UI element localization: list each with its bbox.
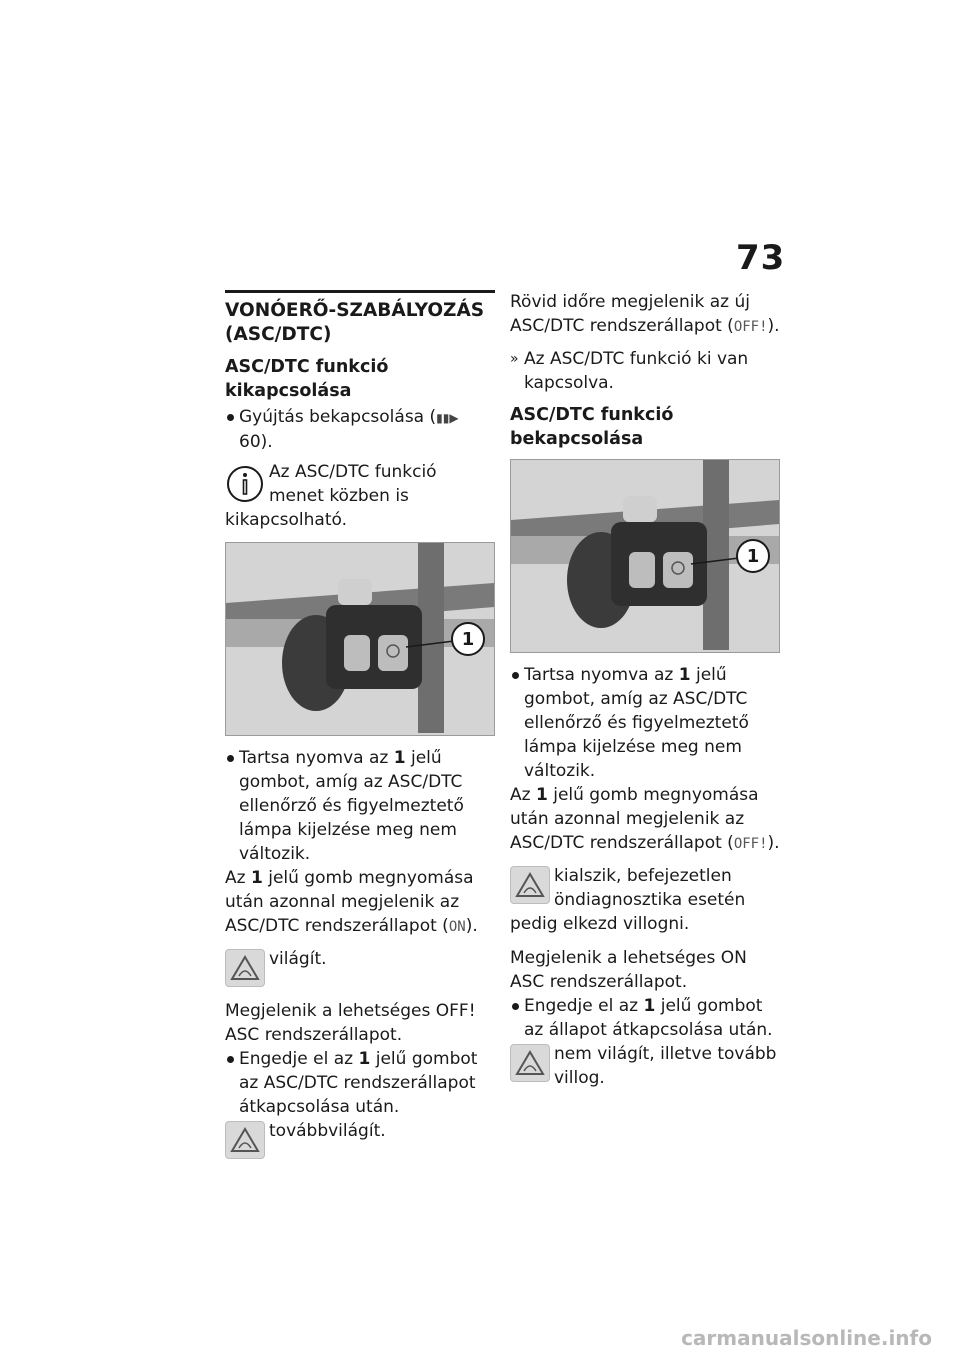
lamp-note-2-text: továbbvilágít. — [269, 1121, 386, 1141]
section-title: VONÓERŐ-SZABÁLYOZÁS (ASC/DTC) — [225, 300, 485, 345]
lamp-note-2-text: nem világít, illetve tovább villog. — [554, 1044, 777, 1088]
lamp-note-1-text: világít. — [269, 949, 327, 969]
result-disabled: » Az ASC/DTC funkció ki van kapcsolva. — [510, 349, 749, 393]
callout-label-1-right: 1 — [736, 539, 770, 573]
lamp-note-1 — [510, 864, 782, 936]
lamp-note-2 — [225, 1119, 495, 1161]
page-ref-arrow-icon: ▮▮▶ — [436, 411, 459, 425]
step-press-button: Tartsa nyomva az 1 jelű gombot, amíg az ASC/DTC ellenőrző és figyelmeztető lámpa kijelzése meg nem változik. — [510, 663, 782, 783]
subsection-title-enable: ASC/DTC funkció bekapcsolása — [510, 405, 674, 449]
page-number: 73 — [736, 238, 786, 278]
possible-state-text: Megjelenik a lehetséges OFF! ASC rendszerállapot. — [225, 1001, 476, 1045]
section-rule — [225, 290, 495, 293]
step-press-button: Tartsa nyomva az 1 jelű gombot, amíg az ASC/DTC ellenőrző és figyelmeztető lámpa kijelzése meg nem változik. — [225, 746, 495, 866]
right-column — [510, 290, 782, 1100]
watermark: carmanualsonline.info — [681, 1326, 932, 1350]
step-release-button: Engedje el az 1 jelű gombot az állapot átkapcsolása után. — [510, 994, 782, 1042]
info-note-text: Az ASC/DTC funkció menet közben is kikapcsolható. — [225, 462, 437, 530]
intro-text: Rövid időre megjelenik az új ASC/DTC rendszerállapot (OFF!). — [510, 292, 780, 336]
possible-state-text: Megjelenik a lehetséges ON ASC rendszerállapot. — [510, 948, 747, 992]
lamp-note-1-text: kialszik, befejezetlen öndiagnosztika esetén pedig elkezd villogni. — [510, 866, 746, 934]
subsection-title-disable: ASC/DTC funkció kikapcsolása — [225, 357, 389, 401]
left-column — [225, 290, 495, 1171]
step-ignition: Gyújtás bekapcsolása (▮▮▶ 60). — [225, 405, 495, 454]
after-press-text: Az 1 jelű gomb megnyomása után azonnal megjelenik az ASC/DTC rendszerállapot (ON). — [225, 868, 478, 936]
result-arrow-icon: » — [510, 351, 519, 367]
after-press-text: Az 1 jelű gomb megnyomása után azonnal megjelenik az ASC/DTC rendszerállapot (OFF!). — [510, 785, 780, 853]
lamp-note-2 — [510, 1042, 782, 1090]
warning-lamp-icon — [225, 949, 265, 987]
warning-lamp-icon — [225, 1121, 265, 1159]
warning-lamp-icon — [510, 1044, 550, 1082]
info-note — [225, 460, 495, 532]
lamp-note-1 — [225, 947, 495, 989]
info-icon — [225, 464, 265, 504]
warning-lamp-icon — [510, 866, 550, 904]
step-release-button: Engedje el az 1 jelű gombot az ASC/DTC rendszerállapot átkapcsolása után. — [225, 1047, 495, 1119]
callout-label-1-left: 1 — [451, 622, 485, 656]
